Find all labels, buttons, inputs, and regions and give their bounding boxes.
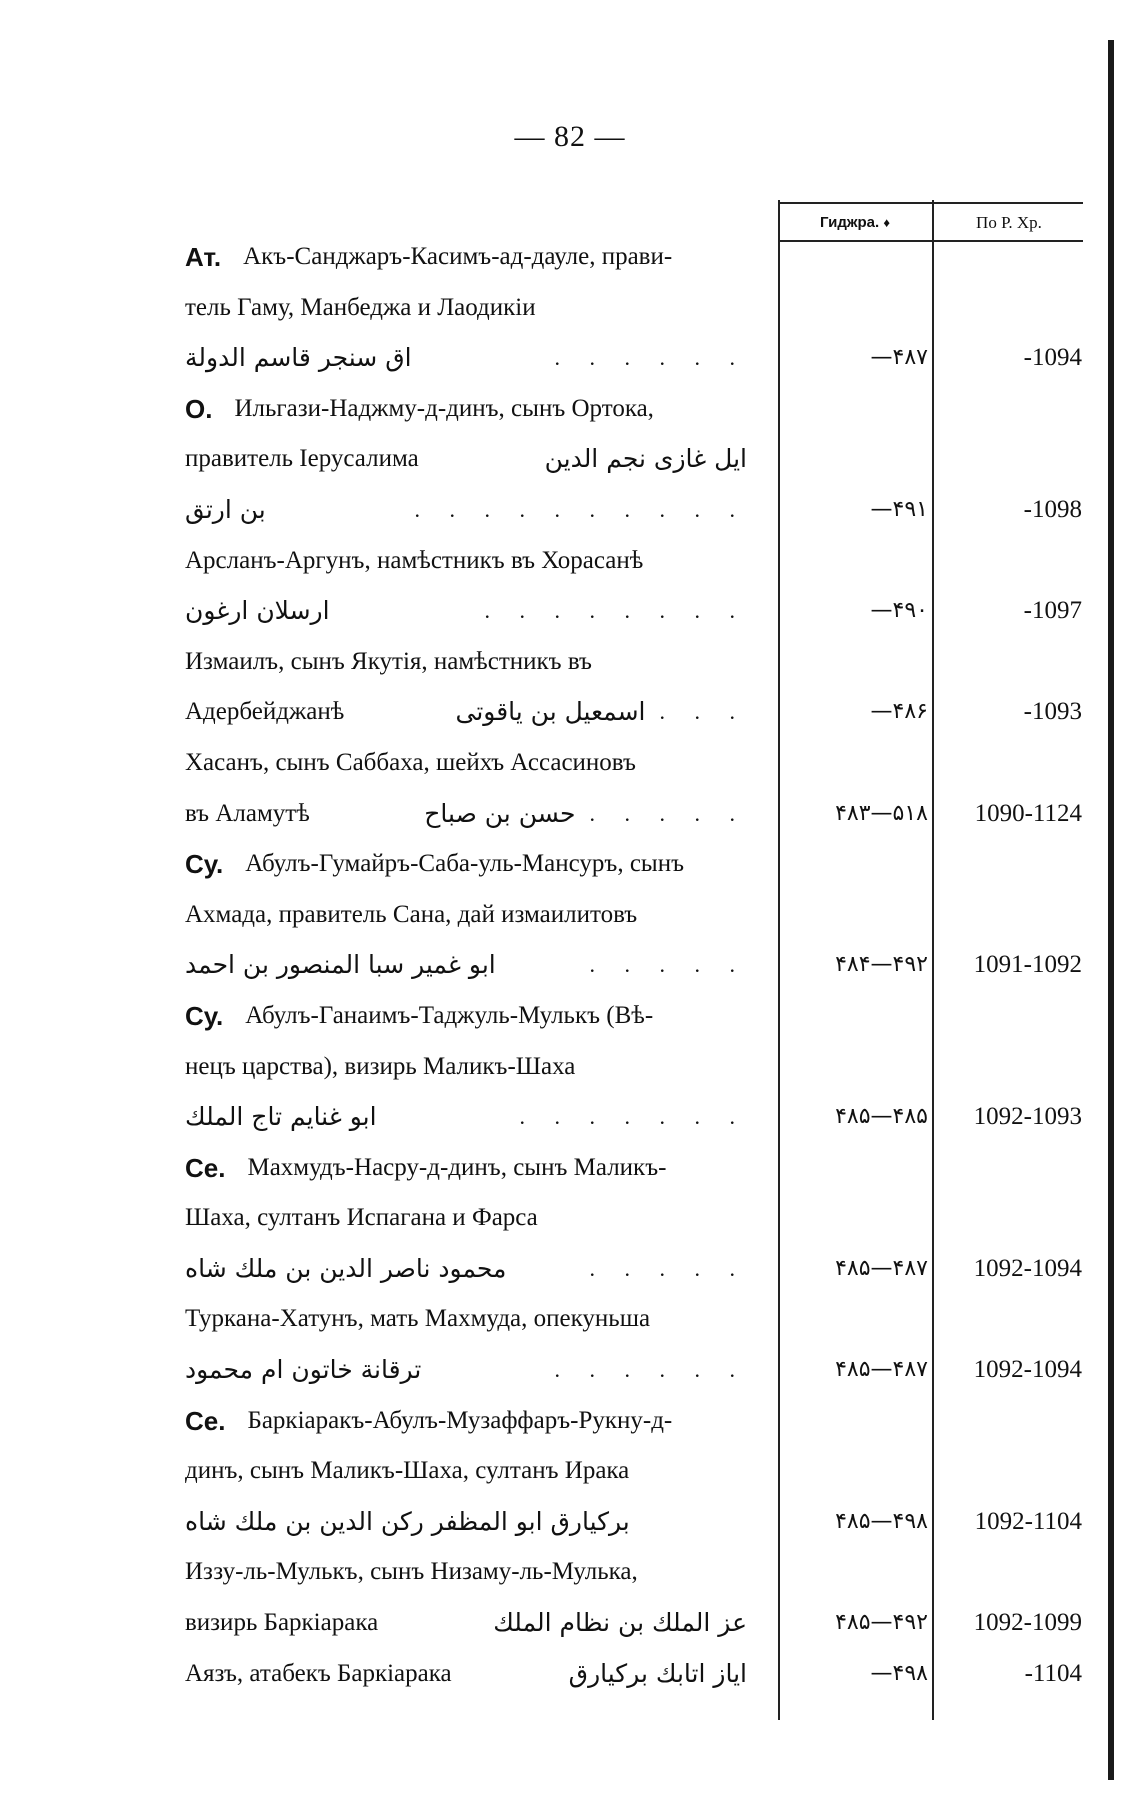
entry-arabic-inline: اسمعيل بن ياقوتى: [455, 697, 646, 727]
entry-line: [185, 940, 1085, 991]
hijra-date-cell: ۴۸۵—۴۹۲: [835, 1610, 928, 1636]
entry-russian-text: нецъ царства), визирь Маликъ-Шаха: [185, 1052, 576, 1080]
ad-date-cell: -1098: [1023, 495, 1082, 523]
entry-russian-text: Ильгази-Наджму-д-динъ, сынъ Ортока,: [234, 394, 654, 422]
page-number: — 82 —: [514, 120, 626, 153]
entry-arabic-name: ارسلان ارغون: [185, 596, 330, 626]
hijra-date-cell: ۴۸۵—۴۸۵: [835, 1104, 928, 1130]
entry-russian-text: правитель Іерусалима: [185, 445, 419, 473]
entry-tail: [555, 1345, 748, 1396]
ad-date-cell: 1091-1092: [973, 951, 1082, 979]
entry-arabic-inline: اياز اتابك بركيارق: [568, 1658, 747, 1688]
entry-russian-text: Измаилъ, сынъ Якутія, намѣстникъ въ: [185, 647, 592, 675]
leader-dots: . . . . . . . . . .: [414, 496, 747, 522]
dynasty-abbrev: Су.: [185, 1000, 224, 1031]
entry-russian-text: Иззу-ль-Мулькъ, сынъ Низаму-ль-Мулька,: [185, 1558, 638, 1586]
entry-russian-text: Хасанъ, сынъ Саббаха, шейхъ Ассасиновъ: [185, 748, 636, 776]
entry-text: [185, 1092, 747, 1143]
entry-line: [185, 1649, 1085, 1700]
leader-dots: . . . . . . .: [519, 1104, 747, 1130]
entry-line: [185, 1042, 1085, 1093]
entry-russian-text: Туркана-Хатунъ, мать Махмуда, опекуньша: [185, 1305, 651, 1333]
ad-date-cell: 1092-1094: [973, 1254, 1082, 1282]
entry-lead: [185, 637, 592, 688]
entry-russian-text: тель Гаму, Манбеджа и Лаодикіи: [185, 293, 536, 321]
entry-lead: [185, 1649, 452, 1700]
ad-date-cell: 1092-1093: [973, 1103, 1082, 1131]
entry-lead: [185, 940, 496, 991]
leader-dots: . . . . . .: [554, 345, 747, 371]
hijra-date-cell: —۴۹۱: [870, 496, 928, 522]
leader-dots: . . . . . .: [554, 1357, 747, 1383]
hijra-date-cell: ۴۸۵—۴۸۷: [835, 1357, 928, 1383]
dynasty-abbrev: Су.: [185, 849, 224, 880]
entry-russian-text: Акъ-Санджаръ-Касимъ-ад-дауле, прави-: [243, 243, 673, 270]
entry-tail: [545, 434, 747, 485]
entry-text: [185, 1294, 747, 1345]
entry-arabic-inline: حسن بن صباح: [424, 798, 576, 828]
entry-lead: [185, 333, 412, 384]
entry-lead: [185, 1446, 629, 1497]
entry-lead: [185, 283, 536, 334]
dynasty-abbrev: Се.: [185, 1405, 226, 1436]
entry-tail: [590, 940, 748, 991]
entry-russian-text: Махмудъ-Насру-д-динъ, сынъ Маликъ-: [247, 1153, 667, 1181]
entry-line: [185, 283, 1085, 334]
entry-arabic-name: بركيارق ابو المظفر ركن الدين بن ملك شاه: [185, 1506, 630, 1536]
entry-text: [185, 839, 747, 890]
entry-text: [185, 687, 747, 738]
leader-dots: . . . . .: [589, 800, 747, 826]
entry-line: [185, 232, 1085, 283]
ad-date-cell: 1092-1099: [973, 1609, 1082, 1637]
entry-line: [185, 1294, 1085, 1345]
entry-tail: [569, 1649, 747, 1700]
ad-date-cell: -1097: [1023, 597, 1082, 625]
entry-lead: [185, 384, 654, 435]
page-edge-shadow: [1108, 40, 1114, 1780]
entry-tail: [590, 1244, 748, 1295]
entry-arabic-name: ابو غمير سبا المنصور بن احمد: [185, 950, 496, 980]
entry-line: [185, 738, 1085, 789]
entry-text: [185, 1345, 747, 1396]
entry-text: [185, 384, 747, 435]
entry-lead: [185, 1547, 638, 1598]
entry-line: [185, 536, 1085, 587]
entry-tail: [520, 1092, 748, 1143]
hijra-date-cell: ۴۸۳—۵۱۸: [835, 800, 928, 826]
entry-line: [185, 1143, 1085, 1194]
entry-russian-text: Абулъ-Гумайръ-Саба-уль-Мансуръ, сынъ: [245, 850, 685, 878]
hijra-date-cell: ۴۸۵—۴۸۷: [835, 1255, 928, 1281]
entry-line: [185, 333, 1085, 384]
entry-text: [185, 637, 747, 688]
entry-line: [185, 1345, 1085, 1396]
entry-lead: [185, 232, 672, 283]
entry-lead: [185, 536, 643, 587]
entry-lead: [185, 434, 419, 485]
entry-lead: [185, 991, 653, 1042]
entry-russian-text: Шаха, султанъ Испагана и Фарса: [185, 1204, 538, 1232]
hijra-date-cell: —۴۸۷: [870, 345, 928, 371]
entry-list: [185, 232, 1085, 1699]
entry-line: [185, 1497, 1085, 1548]
ad-date-cell: 1090-1124: [974, 799, 1082, 827]
entry-text: [185, 991, 747, 1042]
ad-column-header: По Р. Хр.: [976, 213, 1042, 232]
entry-lead: [185, 485, 266, 536]
entry-line: [185, 687, 1085, 738]
entry-line: [185, 991, 1085, 1042]
entry-line: [185, 1446, 1085, 1497]
entry-line: [185, 434, 1085, 485]
entry-tail: [493, 1598, 747, 1649]
leader-dots: . . . . .: [589, 1255, 747, 1281]
entry-tail: [555, 333, 748, 384]
entry-line: [185, 637, 1085, 688]
entry-arabic-name: اق سنجر قاسم الدولة: [185, 343, 412, 373]
entry-line: [185, 1396, 1085, 1447]
entry-lead: [185, 1294, 650, 1345]
entry-arabic-name: ابو غنايم تاج الملك: [185, 1102, 377, 1132]
entry-text: [185, 789, 747, 840]
entry-text: [185, 738, 747, 789]
entry-lead: [185, 1244, 506, 1295]
entry-tail: [485, 586, 748, 637]
entry-text: [185, 333, 747, 384]
entry-russian-text: динъ, сынъ Маликъ-Шаха, султанъ Ирака: [185, 1457, 630, 1485]
entry-russian-text: въ Аламутѣ: [185, 799, 310, 827]
entry-russian-text: Ахмада, правитель Сана, дай измаилитовъ: [185, 900, 638, 928]
entry-line: [185, 839, 1085, 890]
entry-line: [185, 1244, 1085, 1295]
entry-russian-text: Аязъ, атабекъ Баркіарака: [185, 1659, 452, 1687]
entry-russian-text: Адербейджанѣ: [185, 698, 345, 726]
leader-dots: . . .: [659, 699, 747, 725]
entry-tail: [455, 687, 747, 738]
entry-text: [185, 1598, 747, 1649]
entry-lead: [185, 1092, 377, 1143]
leader-dots: . . . . .: [589, 952, 747, 978]
hijra-date-cell: —۴۹۰: [870, 598, 928, 624]
hijra-header-label: Гиджра.: [820, 214, 880, 231]
hijra-date-cell: ۴۸۵—۴۹۸: [835, 1508, 928, 1534]
entry-line: [185, 890, 1085, 941]
entry-arabic-name: محمود ناصر الدين بن ملك شاه: [185, 1253, 507, 1283]
entry-text: [185, 1193, 747, 1244]
entry-text: [185, 283, 747, 334]
entry-line: [185, 1193, 1085, 1244]
table-top-rule: [778, 202, 1083, 204]
hijra-date-cell: ۴۸۴—۴۹۲: [835, 952, 928, 978]
entry-tail: [415, 485, 748, 536]
hijra-header-mark: ♦: [883, 215, 890, 230]
entry-text: [185, 485, 747, 536]
entry-text: [185, 1244, 747, 1295]
entry-lead: [185, 1143, 666, 1194]
entry-line: [185, 384, 1085, 435]
entry-text: [185, 1497, 747, 1548]
entry-russian-text: Абулъ-Ганаимъ-Таджуль-Мулькъ (Вѣ-: [245, 1001, 654, 1029]
entry-text: [185, 1042, 747, 1093]
ad-date-cell: 1092-1094: [973, 1356, 1082, 1384]
ad-date-cell: -1093: [1023, 698, 1082, 726]
entry-text: [185, 434, 747, 485]
dynasty-abbrev: О.: [185, 393, 213, 424]
entry-line: [185, 586, 1085, 637]
entry-line: [185, 789, 1085, 840]
entry-text: [185, 1547, 747, 1598]
entry-russian-text: визирь Баркіарака: [185, 1609, 379, 1637]
entry-lead: [185, 687, 344, 738]
entry-lead: [185, 789, 310, 840]
entry-russian-text: Баркіаракъ-Абулъ-Музаффаръ-Рукну-д-: [247, 1406, 673, 1434]
entry-line: [185, 1547, 1085, 1598]
entry-lead: [185, 839, 684, 890]
entry-lead: [185, 1497, 630, 1548]
dynasty-abbrev: Ат.: [185, 242, 222, 272]
entry-lead: [185, 1345, 421, 1396]
entry-lead: [185, 1193, 538, 1244]
entry-line: [185, 1092, 1085, 1143]
entry-arabic-name: بن ارتق: [185, 494, 266, 524]
ad-date-cell: 1092-1104: [974, 1507, 1082, 1535]
entry-text: [185, 1446, 747, 1497]
entry-lead: [185, 1396, 672, 1447]
entry-arabic-name: ترقانة خاتون ام محمود: [185, 1355, 422, 1385]
leader-dots: . . . . . . . .: [484, 598, 747, 624]
entry-text: [185, 1396, 747, 1447]
ad-date-cell: -1094: [1023, 344, 1082, 372]
entry-text: [185, 940, 747, 991]
ad-date-cell: -1104: [1024, 1659, 1082, 1687]
entry-lead: [185, 1598, 378, 1649]
entry-text: [185, 536, 747, 587]
entry-lead: [185, 1042, 575, 1093]
entry-lead: [185, 586, 330, 637]
hijra-date-cell: —۴۸۶: [870, 699, 928, 725]
hijra-date-cell: —۴۹۸: [870, 1660, 928, 1686]
entry-lead: [185, 890, 637, 941]
entry-arabic-inline: ايل غازى نجم الدين: [544, 444, 747, 474]
entry-lead: [185, 738, 636, 789]
entry-line: [185, 485, 1085, 536]
entry-text: [185, 890, 747, 941]
entry-line: [185, 1598, 1085, 1649]
entry-text: [185, 586, 747, 637]
entry-text: [185, 1143, 747, 1194]
entry-tail: [424, 789, 747, 840]
entry-arabic-inline: عز الملك بن نظام الملك: [493, 1608, 747, 1638]
dynasty-abbrev: Се.: [185, 1152, 226, 1183]
entry-russian-text: Арсланъ-Аргунъ, намѣстникъ въ Хорасанѣ: [185, 546, 644, 574]
entry-text: [185, 232, 747, 283]
entry-text: [185, 1649, 747, 1700]
